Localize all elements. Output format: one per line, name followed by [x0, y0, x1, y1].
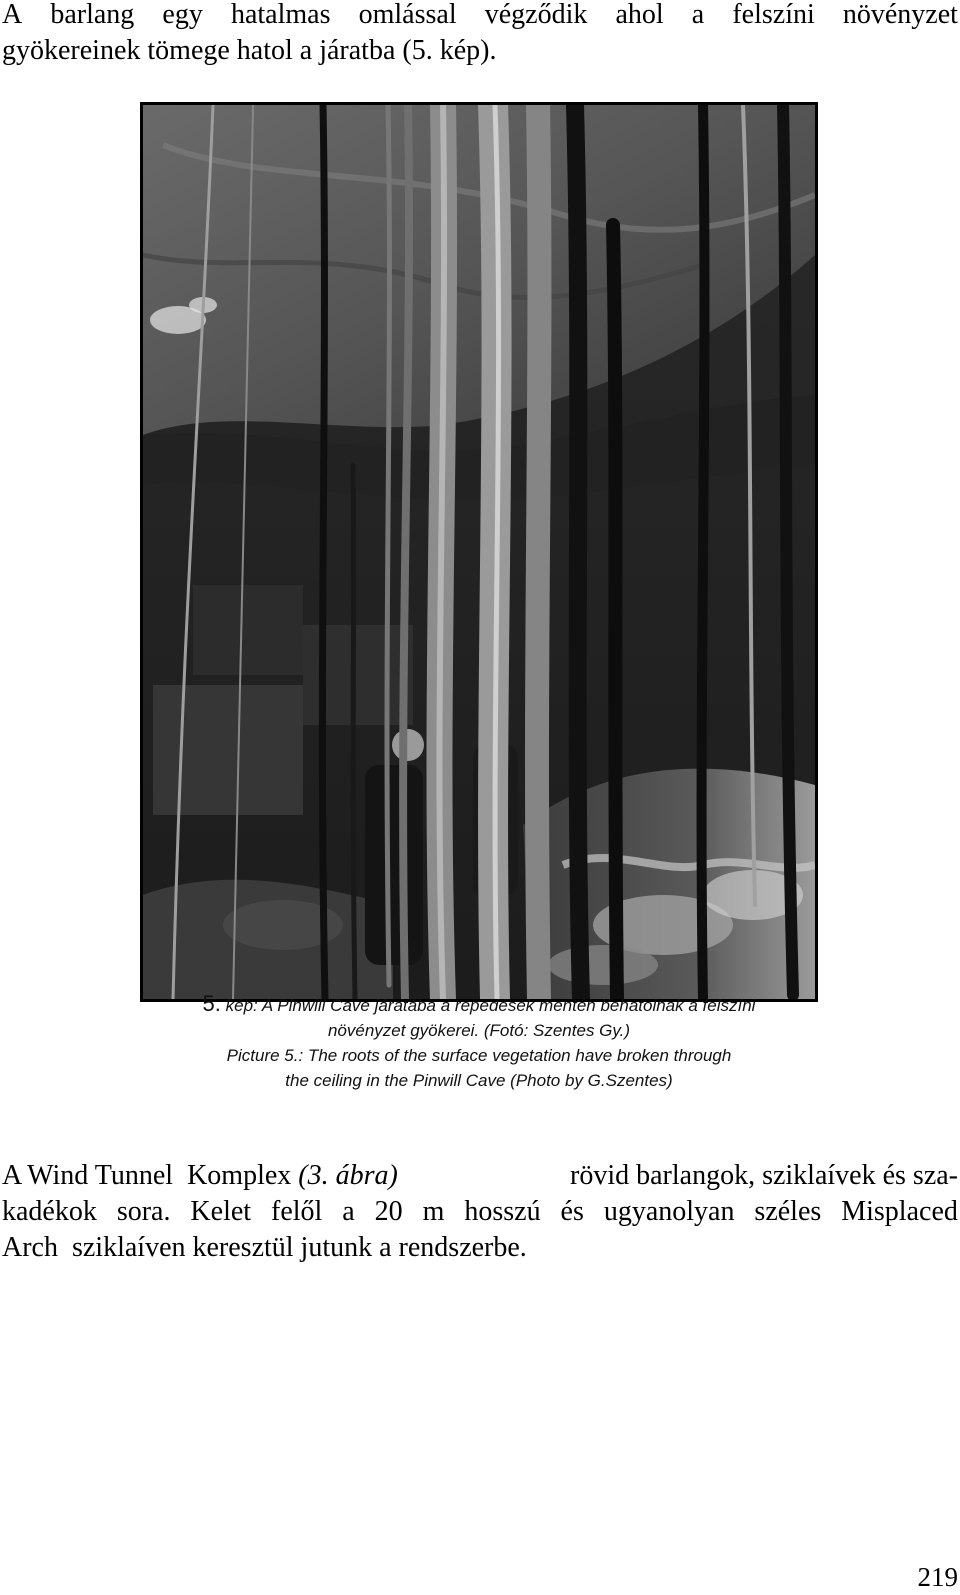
word: hosszú: [464, 1196, 541, 1227]
caption-hu-line-1: [140, 991, 818, 1018]
body-paragraph: [2, 1158, 958, 1266]
caption-text: kép: A Pinwill Cave járatába a repedések mentén behatolnak a felszíni: [220, 996, 756, 1015]
body-line-3: Arch sziklaíven keresztül jutunk a rendszerbe.: [2, 1232, 527, 1263]
body-line-1: [2, 1158, 958, 1194]
figure-caption: [140, 991, 818, 1093]
word: széles: [754, 1196, 822, 1227]
word: végződik: [484, 0, 588, 30]
word: ahol: [615, 0, 664, 30]
cave-photo: [140, 102, 818, 1002]
word: kadékok: [2, 1196, 97, 1227]
caption-en-line-1: Picture 5.: The roots of the surface vegetation have broken through: [226, 1046, 732, 1065]
word: omlással: [358, 0, 457, 30]
word: 20: [374, 1196, 403, 1227]
word: m: [422, 1196, 445, 1227]
word: ugyanolyan: [603, 1196, 735, 1227]
body-line-2: [2, 1194, 958, 1230]
word: Misplaced: [841, 1196, 958, 1227]
word: egy: [162, 0, 203, 30]
caption-hu-line-2: növényzet gyökerei. (Fotó: Szentes Gy.): [327, 1021, 631, 1040]
word: Kelet: [190, 1196, 252, 1227]
word: barlang: [50, 0, 135, 30]
intro-line-2: gyökereinek tömege hatol a járatba (5. kép).: [2, 35, 497, 66]
word: növényzet: [842, 0, 958, 30]
word: sora.: [116, 1196, 171, 1227]
word: A: [2, 0, 23, 30]
intro-line-1: [2, 0, 958, 33]
body-text: A Wind Tunnel Komplex: [2, 1160, 299, 1191]
word: a: [342, 1196, 355, 1227]
body-text: rövid barlangok, sziklaívek és sza-: [563, 1160, 958, 1191]
caption-en-line-2: the ceiling in the Pinwill Cave (Photo by G.Szentes): [285, 1071, 673, 1090]
cave-photo-image: [143, 105, 815, 999]
word: felszíni: [732, 0, 815, 30]
page-number: 219: [917, 1562, 958, 1592]
word: és: [560, 1196, 584, 1227]
word: a: [691, 0, 705, 30]
word: felől: [271, 1196, 323, 1227]
caption-number: 5.: [202, 991, 221, 1016]
intro-paragraph: [2, 0, 958, 69]
word: hatalmas: [230, 0, 331, 30]
figure-reference: (3. ábra): [298, 1160, 398, 1191]
